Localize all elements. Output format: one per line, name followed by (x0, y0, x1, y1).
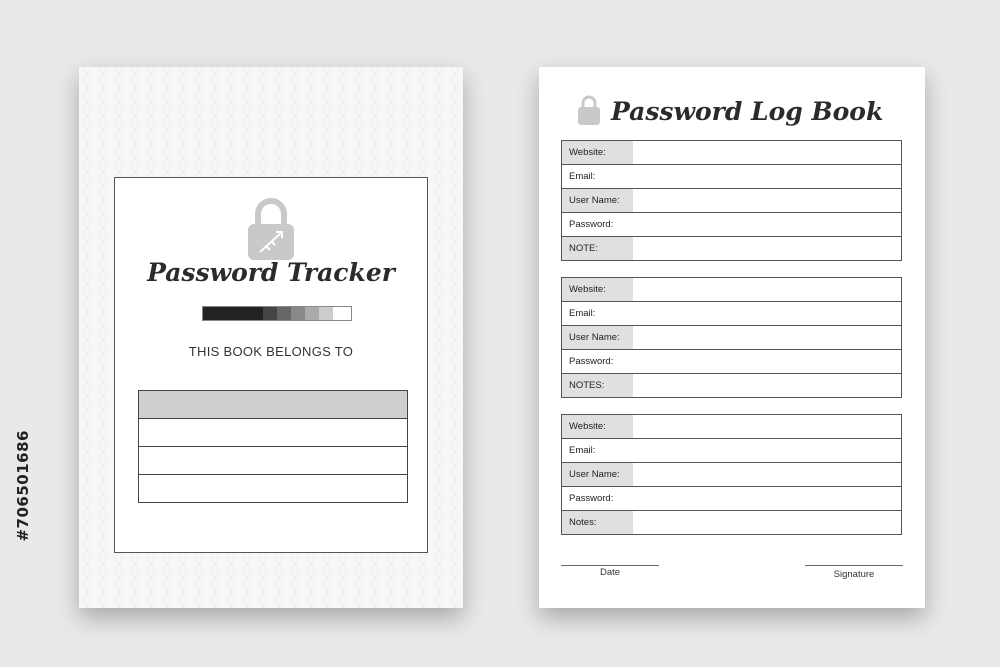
field-value[interactable] (633, 237, 901, 260)
date-label: Date (599, 567, 621, 578)
entry-row (562, 486, 901, 510)
entry-row (562, 212, 901, 236)
color-swatch-bar (202, 306, 352, 321)
cover-page (79, 67, 463, 608)
field-value[interactable] (633, 487, 901, 510)
lock-icon (246, 196, 296, 262)
entry-row (562, 325, 901, 349)
password-entry (561, 414, 902, 535)
color-swatch (277, 307, 291, 320)
cover-title: Password Tracker (147, 258, 395, 287)
entry-row (562, 164, 901, 188)
field-label: User Name: (562, 326, 633, 349)
entry-row (562, 462, 901, 486)
field-label: Website: (562, 415, 633, 438)
color-swatch (203, 307, 243, 320)
log-title: Password Log Book (611, 97, 884, 126)
field-label: Password: (569, 493, 614, 504)
entry-row (562, 373, 901, 397)
field-label: NOTE: (562, 237, 633, 260)
password-entry (561, 140, 902, 261)
field-value[interactable] (633, 189, 901, 212)
color-swatch (243, 307, 263, 320)
field-label: Notes: (562, 511, 633, 534)
color-swatch (291, 307, 305, 320)
field-label: Website: (562, 141, 633, 164)
field-value[interactable] (633, 439, 901, 462)
field-label: NOTES: (562, 374, 633, 397)
field-value[interactable] (633, 326, 901, 349)
field-value[interactable] (633, 511, 901, 534)
field-value[interactable] (633, 141, 901, 164)
entry-row (562, 141, 901, 164)
cover-frame (114, 177, 428, 553)
signature-label: Signature (833, 569, 875, 580)
field-value[interactable] (633, 463, 901, 486)
field-label: Website: (562, 278, 633, 301)
field-value[interactable] (633, 213, 901, 236)
field-value[interactable] (633, 302, 901, 325)
field-value[interactable] (633, 415, 901, 438)
field-label: Email: (569, 308, 596, 319)
field-label: Password: (569, 356, 614, 367)
entry-row (562, 510, 901, 534)
field-value[interactable] (633, 374, 901, 397)
entry-row (562, 236, 901, 260)
color-swatch (305, 307, 319, 320)
owner-name-box (138, 390, 408, 503)
color-swatch (333, 307, 351, 320)
lock-icon (577, 94, 601, 126)
date-line (561, 565, 659, 566)
entry-row (562, 278, 901, 301)
field-value[interactable] (633, 278, 901, 301)
field-label: Email: (569, 445, 596, 456)
owner-name-row[interactable] (139, 391, 407, 418)
log-page (539, 67, 925, 608)
owner-name-row[interactable] (139, 474, 407, 502)
color-swatch (263, 307, 277, 320)
entry-row (562, 349, 901, 373)
entry-row (562, 301, 901, 325)
field-label: User Name: (562, 189, 633, 212)
belongs-to-label: THIS BOOK BELONGS TO (188, 344, 354, 359)
entry-row (562, 415, 901, 438)
entry-row (562, 438, 901, 462)
field-label: Email: (569, 171, 596, 182)
password-entry (561, 277, 902, 398)
color-swatch (319, 307, 333, 320)
field-value[interactable] (633, 350, 901, 373)
field-value[interactable] (633, 165, 901, 188)
stock-id-text: #706501686 (14, 430, 32, 542)
field-label: Password: (569, 219, 614, 230)
owner-name-row[interactable] (139, 446, 407, 474)
entry-row (562, 188, 901, 212)
owner-name-row[interactable] (139, 418, 407, 446)
field-label: User Name: (562, 463, 633, 486)
signature-line (805, 565, 903, 566)
